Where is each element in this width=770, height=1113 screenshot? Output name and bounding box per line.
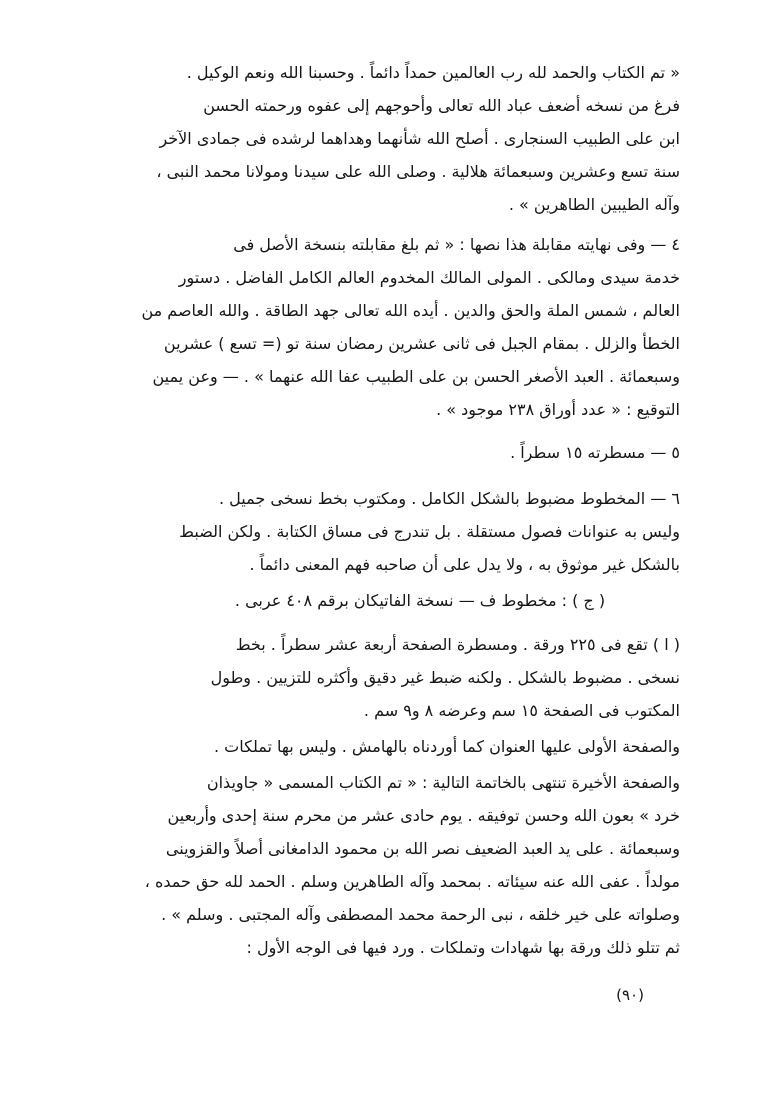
paragraph-colophon (118, 56, 680, 221)
text-line: سنة تسع وعشرين وسبعمائة هلالية . وصلى الله على سيدنا ومولانا محمد النبى ، (156, 162, 680, 181)
paragraph-a (118, 628, 680, 727)
text-line: والصفحة الأولى عليها العنوان كما أوردناه بالهامش . وليس بها تملكات . (214, 737, 680, 756)
text-line: خدمة سيدى ومالكى . المولى المالك المخدوم العالم الكامل الفاضل . دستور (178, 268, 680, 287)
paragraph-4 (118, 228, 680, 426)
text-line: وسبعمائة . على يد العبد الضعيف نصر الله بن محمود الدامغانى أصلاً والقزوينى (165, 839, 680, 858)
text-line: وصلواته على خير خلقه ، نبى الرحمة محمد المصطفى وآله المجتبى . وسلم » . (161, 905, 680, 924)
text-line: الخطأ والزلل . بمقام الجبل فى ثانى عشرين رمضان سنة تو (= تسع ) عشرين (163, 334, 680, 353)
text-line: ابن على الطبيب السنجارى . أصلح الله شأنهما وهداهما لرشده فى جمادى الآخر (159, 129, 680, 148)
text-line: مولداً . عفى الله عنه سيئاته . بمحمد وآله الطاهرين وسلم . الحمد لله حق حمده ، (144, 872, 680, 891)
text-line: خرد » بعون الله وحسن توفيقه . يوم حادى عشر من محرم سنة إحدى وأربعين (167, 806, 680, 825)
section-heading: ( ج ) : مخطوط ف — نسخة الفاتيكان برقم ٤٠٨ عربى . (234, 591, 606, 610)
text-line: ( ا ) تقع فى ٢٢٥ ورقة . ومسطرة الصفحة أربعة عشر سطراً . بخط (235, 635, 680, 654)
paragraph-last-page (118, 766, 680, 964)
text-line: « تم الكتاب والحمد لله رب العالمين حمداً دائماً . وحسبنا الله ونعم الوكيل . (186, 63, 680, 82)
text-line: ٦ — المخطوط مضبوط بالشكل الكامل . ومكتوب بخط نسخى جميل . (218, 489, 680, 508)
page-number: (٩٠) (616, 986, 644, 1004)
text-line: فرغ من نسخه أضعف عباد الله تعالى وأحوجهم إلى عفوه ورحمته الحسن (203, 96, 680, 115)
item-5: ٥ — مسطرته ١٥ سطراً . (510, 443, 680, 462)
text-line: وآله الطيبين الطاهرين » . (508, 195, 680, 214)
paragraph-6 (118, 482, 680, 581)
text-line: نسخى . مضبوط بالشكل . ولكنه ضبط غير دقيق وأكثره للتزيين . وطول (210, 668, 680, 687)
text-line: وسبعمائة . العبد الأصغر الحسن بن على الطبيب عفا الله عنهما » . — وعن يمين (152, 367, 680, 386)
text-line: ثم تتلو ذلك ورقة بها شهادات وتملكات . ورد فيها فى الوجه الأول : (246, 938, 680, 957)
text-line: التوقيع : « عدد أوراق ٢٣٨ موجود » . (436, 400, 680, 419)
text-line: المكتوب فى الصفحة ١٥ سم وعرضه ٨ و٩ سم . (363, 701, 680, 720)
text-line: ٤ — وفى نهايته مقابلة هذا نصها : « ثم بلغ مقابلته بنسخة الأصل فى (233, 235, 680, 254)
paragraph-first-page (118, 730, 680, 763)
text-line: بالشكل غير موثوق به ، ولا يدل على أن صاحبه فهم المعنى دائماً . (249, 555, 680, 574)
text-line: وليس به عنوانات فصول مستقلة . بل تندرج فى مساق الكتابة . ولكن الضبط (179, 522, 680, 541)
text-line: العالم ، شمس الملة والحق والدين . أيده الله تعالى جهد الطاقة . والله العاصم من (141, 301, 680, 320)
text-line: والصفحة الأخيرة تنتهى بالخاتمة التالية : « تم الكتاب المسمى « جاويذان (206, 773, 680, 792)
